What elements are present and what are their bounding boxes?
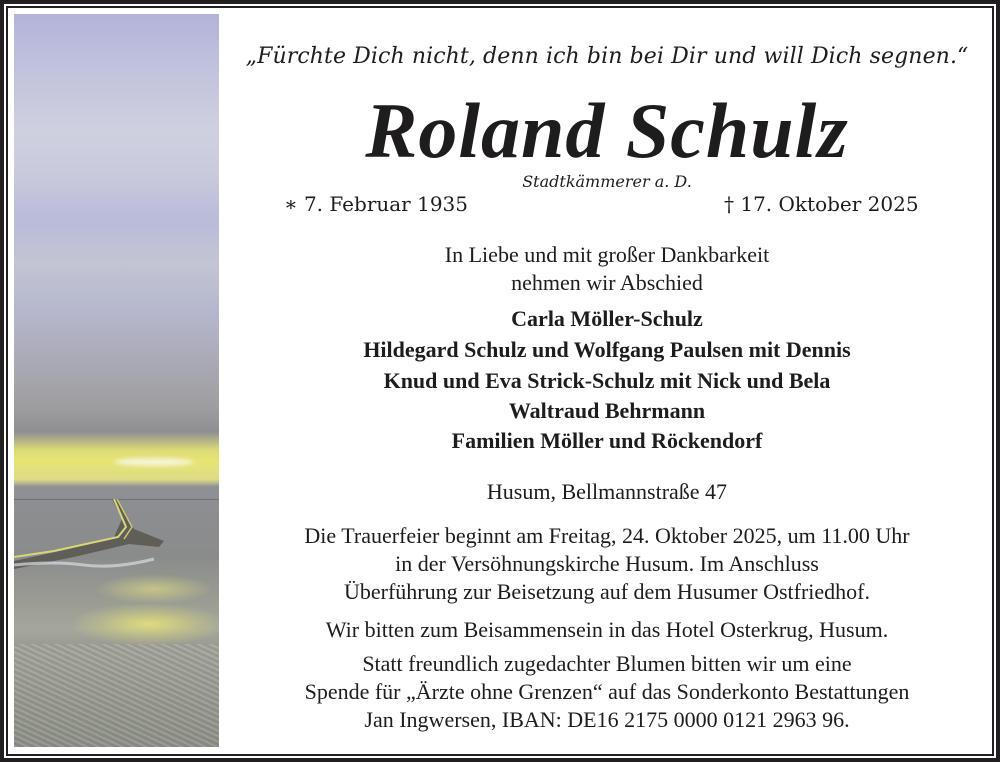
farewell-line: In Liebe und mit großer Dankbarkeit xyxy=(444,242,770,267)
family-address: Husum, Bellmannstraße 47 xyxy=(486,479,728,504)
mourner-line: Familien Möller und Röckendorf xyxy=(451,428,763,453)
sun-streak xyxy=(114,458,194,466)
donation-line: Statt freundlich zugedachter Blumen bitten wir um eine xyxy=(362,651,852,676)
deceased-title: Stadtkämmerer a. D. xyxy=(522,172,692,191)
mourner-line: Carla Möller-Schulz xyxy=(511,306,703,331)
seascape-photo xyxy=(14,14,219,747)
mourner-line: Hildegard Schulz und Wolfgang Paulsen mit Dennis xyxy=(363,337,851,362)
sun-glare xyxy=(94,574,214,604)
service-line: in der Versöhnungskirche Husum. Im Anschluss xyxy=(395,551,819,576)
motto-quote: „Fürchte Dich nicht, denn ich bin bei Dir und will Dich segnen.“ xyxy=(245,44,969,69)
farewell-line: nehmen wir Abschied xyxy=(511,270,703,295)
donation-line: Jan Ingwersen, IBAN: DE16 2175 0000 0121 2963 96. xyxy=(364,707,850,732)
death-date: † 17. Oktober 2025 xyxy=(724,192,919,216)
service-line: Überführung zur Beisetzung auf dem Husumer Ostfriedhof. xyxy=(343,579,870,604)
service-line: Die Trauerfeier beginnt am Freitag, 24. Oktober 2025, um 11.00 Uhr xyxy=(304,523,910,548)
wet-sand xyxy=(14,644,219,747)
birth-date: ∗ 7. Februar 1935 xyxy=(284,192,468,216)
mourner-line: Knud und Eva Strick-Schulz mit Nick und Bela xyxy=(383,368,831,393)
obituary-text xyxy=(232,0,982,762)
mourner-line: Waltraud Behrmann xyxy=(508,398,706,423)
reception-line: Wir bitten zum Beisammensein in das Hotel Osterkrug, Husum. xyxy=(325,617,889,642)
donation-line: Spende für „Ärzte ohne Grenzen“ auf das Sonderkonto Bestattungen xyxy=(304,679,910,704)
deceased-name: Roland Schulz xyxy=(365,87,849,174)
sun-glare xyxy=(74,604,219,644)
